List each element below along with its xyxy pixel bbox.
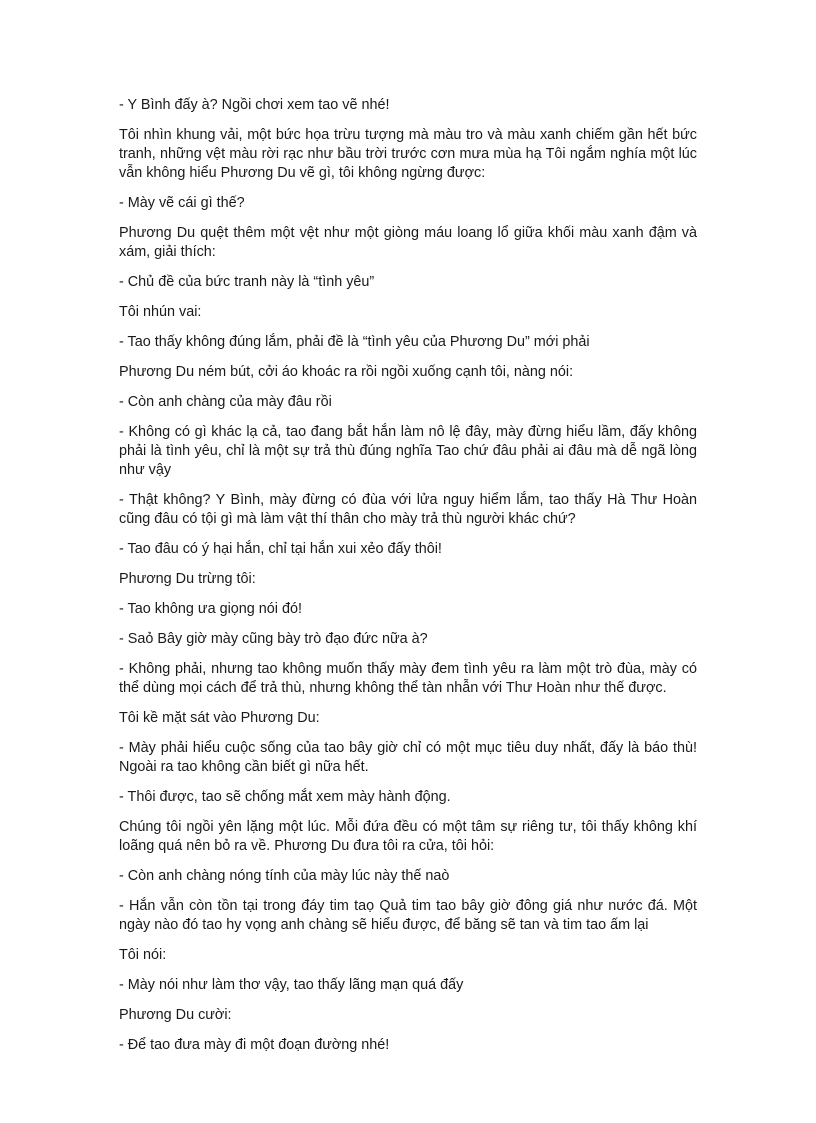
dialogue-line: - Để tao đưa mày đi một đoạn đường nhé!	[119, 1037, 390, 1053]
dialogue-line: - Hắn vẫn còn tồn tại trong đáy tim taọ Quả tim tao bây giờ đông giá như nước đá. Một ngày nào đó tao hy vọng anh chàng sẽ hiểu được, để băng sẽ tan và tim tao ấm lại	[119, 898, 697, 933]
dialogue-line: - Saỏ Bây giờ mày cũng bày trò đạo đức nữa à?	[119, 631, 428, 647]
dialogue-line: - Mày phải hiểu cuộc sống của tao bây giờ chỉ có một mục tiêu duy nhất, đấy là báo thù! Ngoài ra tao không cần biết gì nữa hết.	[119, 740, 697, 775]
narration-paragraph: Tôi kề mặt sát vào Phương Du:	[119, 710, 320, 726]
dialogue-line: - Thôi được, tao sẽ chống mắt xem mày hành động.	[119, 789, 451, 805]
narration-paragraph: Chúng tôi ngồi yên lặng một lúc. Mỗi đứa đều có một tâm sự riêng tư, tôi thấy không khí loãng quá nên bỏ ra về. Phương Du đưa tôi ra cửa, tôi hỏi:	[119, 819, 697, 854]
dialogue-line: - Mày vẽ cái gì thế?	[119, 195, 245, 211]
dialogue-line: - Không có gì khác lạ cả, tao đang bắt hắn làm nô lệ đây, mày đừng hiểu lầm, đấy không phải là tình yêu, chỉ là một sự trả thù đúng nghĩa Tao chứ đâu phải ai đâu mà dễ ngã lòng như vậy	[119, 424, 697, 478]
dialogue-line: - Tao không ưa giọng nói đó!	[119, 601, 302, 617]
narration-paragraph: Tôi nhìn khung vải, một bức họa trừu tượng mà màu tro và màu xanh chiếm gần hết bức tranh, những vệt màu rời rạc như bầu trời trước cơn mưa mùa hạ Tôi ngắm nghía một lúc vẫn không hiểu Phương Du vẽ gì, tôi không ngừng được:	[119, 127, 697, 181]
narration-paragraph: Phương Du ném bút, cởi áo khoác ra rồi ngồi xuống cạnh tôi, nàng nói:	[119, 364, 574, 380]
narration-paragraph: Tôi nhún vai:	[119, 304, 202, 320]
dialogue-line: - Còn anh chàng nóng tính của mày lúc này thế naò	[119, 868, 450, 884]
dialogue-line: - Y Bình đấy à? Ngồi chơi xem tao vẽ nhé!	[119, 97, 390, 113]
dialogue-line: - Tao thấy không đúng lắm, phải đề là “tình yêu của Phương Du” mới phải	[119, 334, 590, 350]
dialogue-line: - Mày nói như làm thơ vậy, tao thấy lãng mạn quá đấy	[119, 977, 464, 993]
dialogue-line: - Không phải, nhưng tao không muốn thấy mày đem tình yêu ra làm một trò đùa, mày có thể dùng mọi cách để trả thù, nhưng không thể tàn nhẫn với Thư Hoàn như thế được.	[119, 661, 697, 696]
narration-paragraph: Phương Du cười:	[119, 1007, 232, 1023]
dialogue-line: - Tao đâu có ý hại hắn, chỉ tại hắn xui xẻo đấy thôi!	[119, 541, 442, 557]
dialogue-line: - Còn anh chàng của mày đâu rồi	[119, 394, 332, 410]
dialogue-line: - Thật không? Y Bình, mày đừng có đùa với lửa nguy hiểm lắm, tao thấy Hà Thư Hoàn cũng đâu có tội gì mà làm vật thí thân cho mày trả thù người khác chứ?	[119, 492, 697, 527]
narration-paragraph: Phương Du trừng tôi:	[119, 571, 256, 587]
narration-paragraph: Tôi nói:	[119, 947, 167, 963]
dialogue-line: - Chủ đề của bức tranh này là “tình yêu”	[119, 274, 375, 290]
document-body	[119, 96, 697, 1066]
narration-paragraph: Phương Du quệt thêm một vệt như một giòng máu loang lổ giữa khối màu xanh đậm và xám, giải thích:	[119, 225, 697, 260]
